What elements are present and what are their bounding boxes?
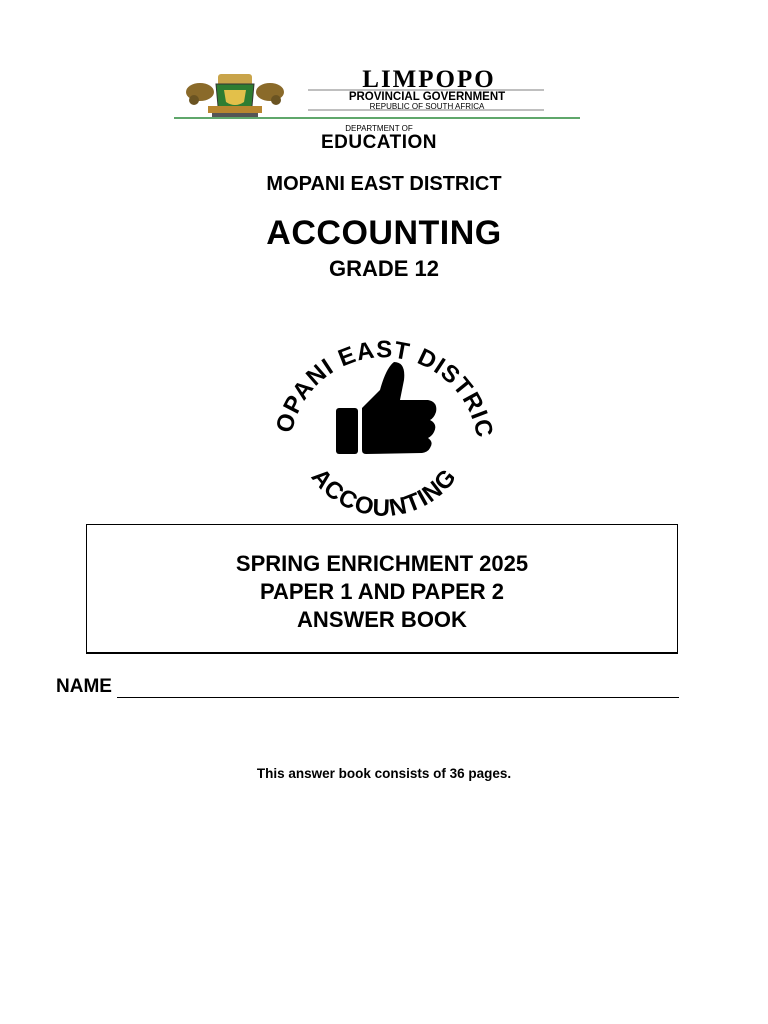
district-heading: MOPANI EAST DISTRICT (266, 173, 502, 195)
district-badge (262, 306, 506, 522)
thumbs-up-icon (336, 362, 436, 454)
badge-bottom-text: ACCOUNTING (305, 463, 463, 522)
title-box (86, 524, 678, 654)
province-title: LIMPOPO (362, 66, 496, 93)
badge-top-text: OPANI EAST DISTRIC (270, 336, 499, 441)
department-title: EDUCATION (320, 132, 438, 153)
department-prefix: DEPARTMENT OF (345, 124, 413, 133)
title-line-2: PAPER 1 AND PAPER 2 (259, 579, 505, 604)
header-logo (172, 62, 584, 160)
country-title: REPUBLIC OF SOUTH AFRICA (369, 102, 485, 111)
subject-heading: ACCOUNTING (266, 214, 502, 252)
title-line-3: ANSWER BOOK (297, 607, 467, 632)
name-input-line[interactable] (117, 697, 679, 698)
title-line-1: SPRING ENRICHMENT 2025 (235, 551, 529, 576)
name-label: NAME (56, 676, 112, 697)
grade-heading: GRADE 12 (328, 256, 440, 281)
government-title: PROVINCIAL GOVERNMENT (348, 91, 506, 103)
pages-note: This answer book consists of 36 pages. (256, 766, 512, 781)
